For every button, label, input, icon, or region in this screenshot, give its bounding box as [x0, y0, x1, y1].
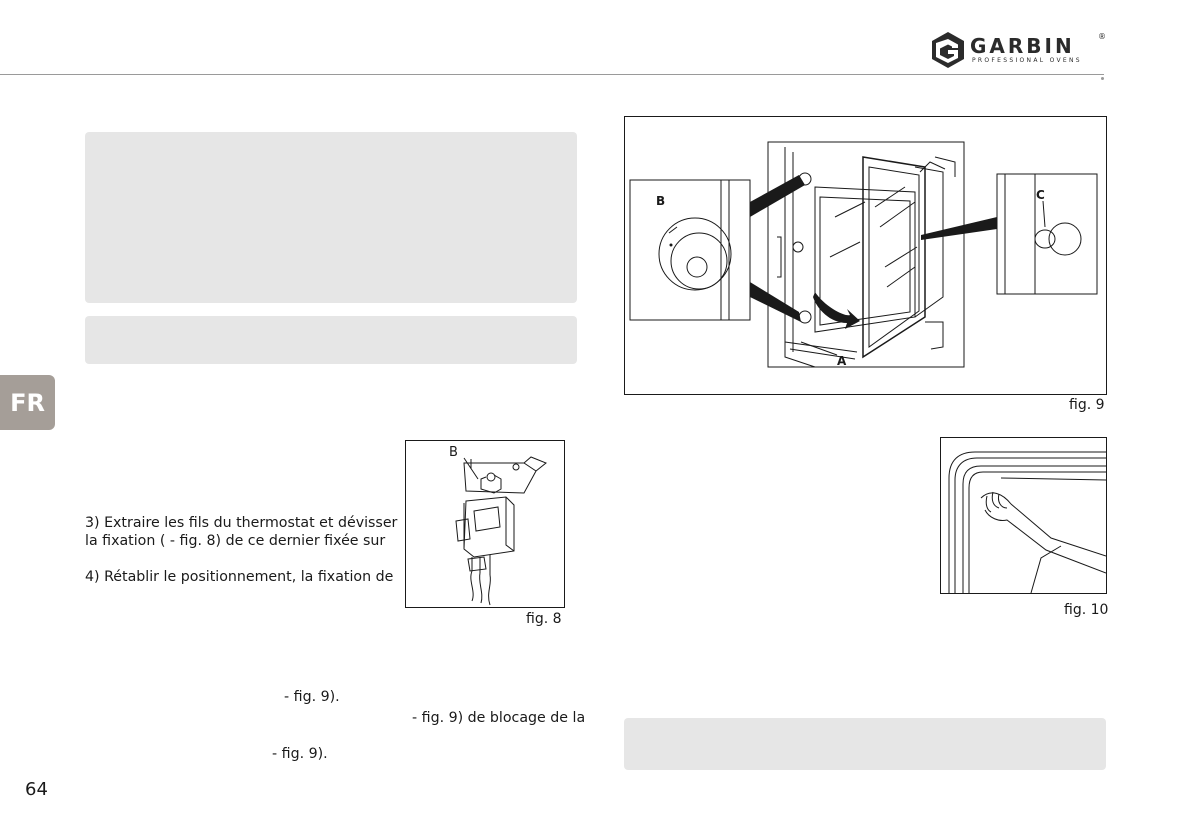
door-gasket-illustration — [941, 438, 1106, 593]
brand-tagline: PROFESSIONAL OVENS — [972, 57, 1082, 64]
instruction-line-3b: la fixation ( - fig. 8) de ce dernier fixée sur — [85, 533, 386, 549]
language-tab: FR — [0, 375, 55, 430]
instruction-line-3a: 3) Extraire les fils du thermostat et dévisser — [85, 515, 398, 531]
header-divider-dot — [1101, 77, 1104, 80]
fig8-label-b: B — [449, 445, 458, 460]
fig9-label-a: A — [837, 354, 847, 368]
figure-9-caption: fig. 9 — [1069, 397, 1105, 413]
garbin-logo-mark-icon — [928, 30, 968, 70]
fig9-label-b: B — [656, 194, 666, 208]
note-box-large — [85, 132, 577, 303]
note-box-small — [85, 316, 577, 364]
figure-8-caption: fig. 8 — [526, 611, 562, 627]
brand-name: GARBIN — [970, 34, 1075, 58]
instruction-line-4: 4) Rétablir le positionnement, la fixation de — [85, 569, 394, 585]
instruction-fragment-fig9-b: - fig. 9) de blocage de la — [412, 710, 586, 726]
figure-10-door-gasket — [940, 437, 1107, 594]
garbin-logo — [928, 30, 1108, 72]
instruction-fragment-fig9-c: - fig. 9). — [272, 746, 328, 762]
figure-10-caption: fig. 10 — [1064, 602, 1109, 618]
brand-registered-mark: ® — [1098, 32, 1106, 41]
instruction-fragment-fig9-a: - fig. 9). — [284, 689, 340, 705]
oven-door-illustration — [625, 117, 1106, 394]
figure-8-thermostat — [405, 440, 565, 608]
page-number: 64 — [25, 779, 48, 800]
thermostat-illustration — [406, 441, 564, 607]
header-divider — [0, 74, 1104, 75]
figure-9-oven-door — [624, 116, 1107, 395]
note-box-right — [624, 718, 1106, 770]
fig9-label-c: C — [1036, 188, 1045, 202]
